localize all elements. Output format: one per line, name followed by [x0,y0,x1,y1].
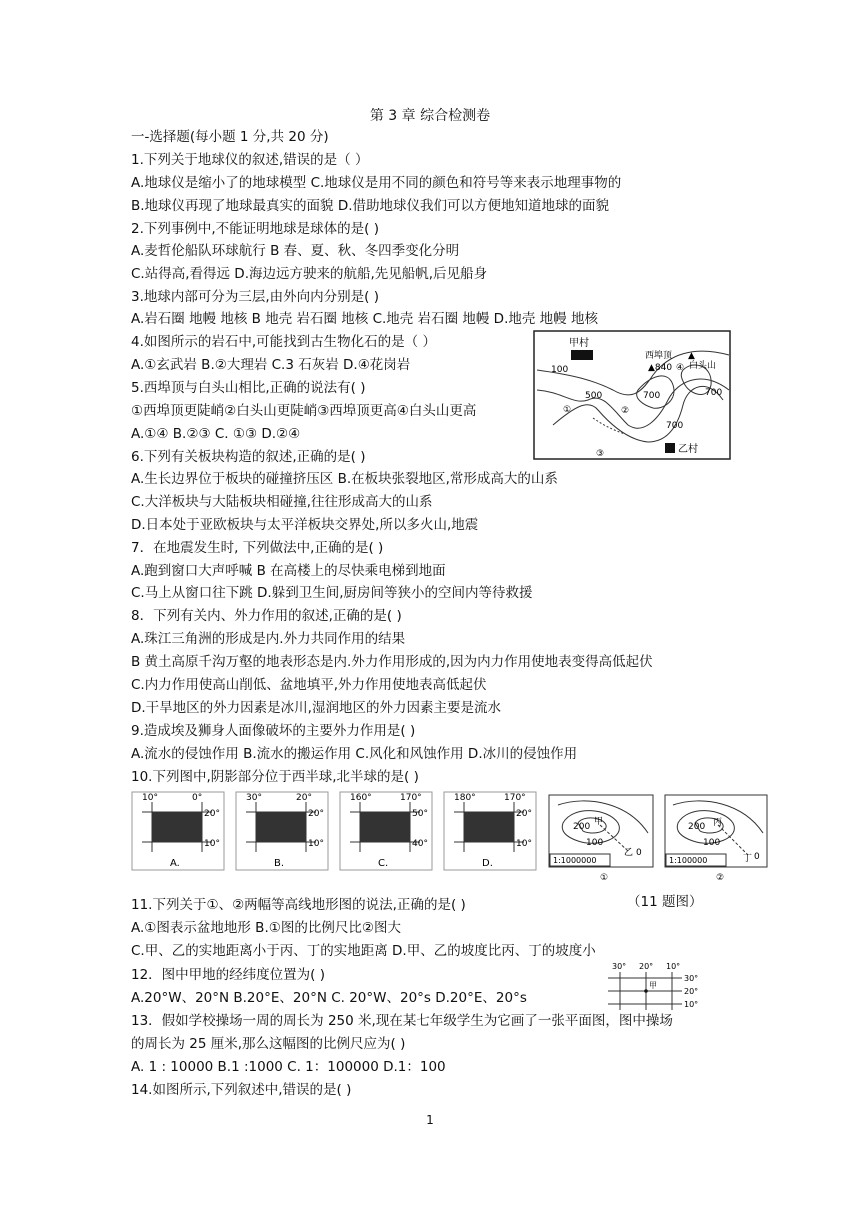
question-line: B.地球仪再现了地球最真实的面貌 D.借助地球仪我们可以方便地知道地球的面貌 [131,198,610,214]
lat-label-2: 20° [684,987,699,996]
topo2-scale: 1:100000 [669,856,708,865]
contour-label-100: 100 [551,365,569,375]
question-line: A. 1 : 10000 B.1 :1000 C. 1：100000 D.1：100 [131,1059,446,1075]
village-b-label: 乙村 [678,444,698,455]
topo1-point-1: 甲 [594,817,604,827]
topo1-point-2: 乙 [624,848,634,858]
lon-label-3: 10° [666,962,681,971]
question-line: 的周长为 25 厘米,那么这幅图的比例尺应为( ) [131,1036,406,1052]
marker-4: ④ [676,363,685,373]
grid-top-label-1: 30° [246,793,262,803]
lat-label-1: 30° [684,974,699,983]
q11-topo-maps [548,793,768,883]
grid-top-label-2: 170° [504,793,526,803]
question-line: 14.如图所示,下列叙述中,错误的是( ) [131,1082,352,1098]
question-line: 7．在地震发生时, 下列做法中,正确的是( ) [131,540,384,556]
question-line: A.20°W、20°N B.20°E、20°N C. 20°W、20°s D.20°E、20°s [131,990,527,1006]
grid-top-label-2: 170° [400,793,422,803]
grid-side-label-2: 10° [204,839,220,849]
question-line: C.大洋板块与大陆板块相碰撞,往往形成高大的山系 [131,494,433,510]
topo1-label-c: 0 [636,848,642,858]
q12-latlon-grid [604,960,704,1010]
peak2-marker: ▲ [688,351,695,361]
q10-grid-options [130,790,540,882]
topo2-label-a: 200 [688,822,706,832]
grid-top-label-1: 10° [142,793,158,803]
page-number: 1 [426,1113,434,1127]
question-line: B 黄土高原千沟万壑的地表形态是内.外力作用形成的,因为内力作用使地表变得高低起伏 [131,654,653,670]
topo2-point-1: 丙 [713,818,723,828]
grid-side-label-1: 50° [412,809,428,819]
grid-side-label-2: 10° [516,839,532,849]
shaded-area [360,812,410,842]
question-line: 12．图中甲地的经纬度位置为( ) [131,967,326,983]
topo1-label-a: 200 [573,822,591,832]
lon-label-2: 20° [639,962,654,971]
peak1-label: 西埠顶 [645,351,673,361]
grid-option-letter: C. [378,858,389,869]
topo2-point-2: 丁 [743,854,753,864]
grid-option-letter: B. [274,858,285,869]
question-line: 9.造成埃及狮身人面像破坏的主要外力作用是( ) [131,723,416,739]
contour-label-700a: 700 [643,391,661,401]
shaded-area [256,812,306,842]
shaded-area [152,812,202,842]
question-line: C.内力作用使高山削低、盆地填平,外力作用使地表高低起伏 [131,677,487,693]
question-line: C.站得高,看得远 D.海边远方驶来的航船,先见船帆,后见船身 [131,266,488,282]
question-line: 5.西埠顶与白头山相比,正确的说法有( ) [131,380,366,396]
lat-label-3: 10° [684,1000,699,1009]
point-jia-label: 甲 [649,981,657,990]
village-b-marker [665,443,675,453]
question-line: A.①图表示盆地地形 B.①图的比例尺比②图大 [131,920,401,936]
village-a-marker [571,350,593,360]
topo1-scale: 1:1000000 [553,856,597,865]
question-line: 1.下列关于地球仪的叙述,错误的是（ ） [131,152,369,168]
contour-label-500: 500 [585,391,603,401]
question-line: 13．假如学校操场一周的周长为 250 米,现在某七年级学生为它画了一张平面图，图中操场 [131,1013,673,1029]
grid-side-label-1: 20° [204,809,220,819]
section-heading: 一-选择题(每小题 1 分,共 20 分) [131,129,329,145]
contour-map-border [534,331,730,459]
question-line: A.珠江三角洲的形成是内.外力共同作用的结果 [131,631,406,647]
question-line: A.跑到窗口大声呼喊 B 在高楼上的尽快乘电梯到地面 [131,563,446,579]
topo2-label-c: 0 [754,852,760,862]
grid-top-label-1: 180° [454,793,476,803]
contour-map-figure [533,330,731,460]
grid-option-letter: D. [482,858,493,869]
grid-top-label-1: 160° [350,793,372,803]
contour-label-700c: 700 [666,421,684,431]
marker-1: ① [563,405,572,415]
question-line: 8．下列有关内、外力作用的叙述,正确的是( ) [131,608,402,624]
grid-side-label-1: 20° [516,809,532,819]
page-title: 第 3 章 综合检测卷 [369,108,491,124]
question-line: D.日本处于亚欧板块与太平洋板块交界处,所以多火山,地震 [131,517,479,533]
grid-side-label-1: 20° [308,809,324,819]
marker-2: ② [621,406,630,416]
question-line: A.①④ B.②③ C. ①③ D.②④ [131,426,301,442]
point-jia-dot [644,989,648,993]
peak1-elevation: ▲840 [648,363,673,373]
topo2-label-b: 100 [703,838,721,848]
question-line: A.生长边界位于板块的碰撞挤压区 B.在板块张裂地区,常形成高大的山系 [131,471,558,487]
question-line: A.麦哲伦船队环球航行 B 春、夏、秋、冬四季变化分明 [131,243,460,259]
grid-top-label-2: 20° [296,793,312,803]
topo1-label-b: 100 [586,838,604,848]
question-line: 6.下列有关板块构造的叙述,正确的是( ) [131,449,366,465]
question-line: A.①玄武岩 B.②大理岩 C.3 石灰岩 D.④花岗岩 [131,357,411,373]
shaded-area [464,812,514,842]
question-line: C.马上从窗口往下跳 D.躲到卫生间,厨房间等狭小的空间内等待救援 [131,585,533,601]
topo1-number: ① [600,873,609,883]
lon-label-1: 30° [612,962,627,971]
question-line: C.甲、乙的实地距离小于丙、丁的实地距离 D.甲、乙的坡度比丙、丁的坡度小 [131,943,596,959]
grid-option-letter: A. [170,858,180,869]
fig11-caption: （11 题图） [627,894,703,910]
contour-label-700b: 700 [705,388,723,398]
question-line: A.流水的侵蚀作用 B.流水的搬运作用 C.风化和风蚀作用 D.冰川的侵蚀作用 [131,746,578,762]
question-line: 4.如图所示的岩石中,可能找到古生物化石的是（ ） [131,334,436,350]
question-line: ①西埠顶更陡峭②白头山更陡峭③西埠顶更高④白头山更高 [131,403,477,419]
grid-top-label-2: 0° [192,793,203,803]
peak2-label: 白头山 [689,361,717,371]
topo2-number: ② [716,873,725,883]
marker-3: ③ [596,449,605,459]
question-line: 2.下列事例中,不能证明地球是球体的是( ) [131,221,379,237]
question-line: A.岩石圈 地幔 地核 B 地壳 岩石圈 地核 C.地壳 岩石圈 地幔 D.地壳 地幔 地核 [131,311,598,327]
question-line: A.地球仪是缩小了的地球模型 C.地球仪是用不同的颜色和符号等来表示地理事物的 [131,175,622,191]
question-line: 11.下列关于①、②两幅等高线地形图的说法,正确的是( ) [131,897,466,913]
question-line: D.干旱地区的外力因素是冰川,湿润地区的外力因素主要是流水 [131,700,501,716]
grid-side-label-2: 40° [412,839,428,849]
question-line: 10.下列图中,阴影部分位于西半球,北半球的是( ) [131,769,419,785]
village-a-label: 甲村 [569,338,589,349]
question-line: 3.地球内部可分为三层,由外向内分别是( ) [131,289,379,305]
grid-side-label-2: 10° [308,839,324,849]
